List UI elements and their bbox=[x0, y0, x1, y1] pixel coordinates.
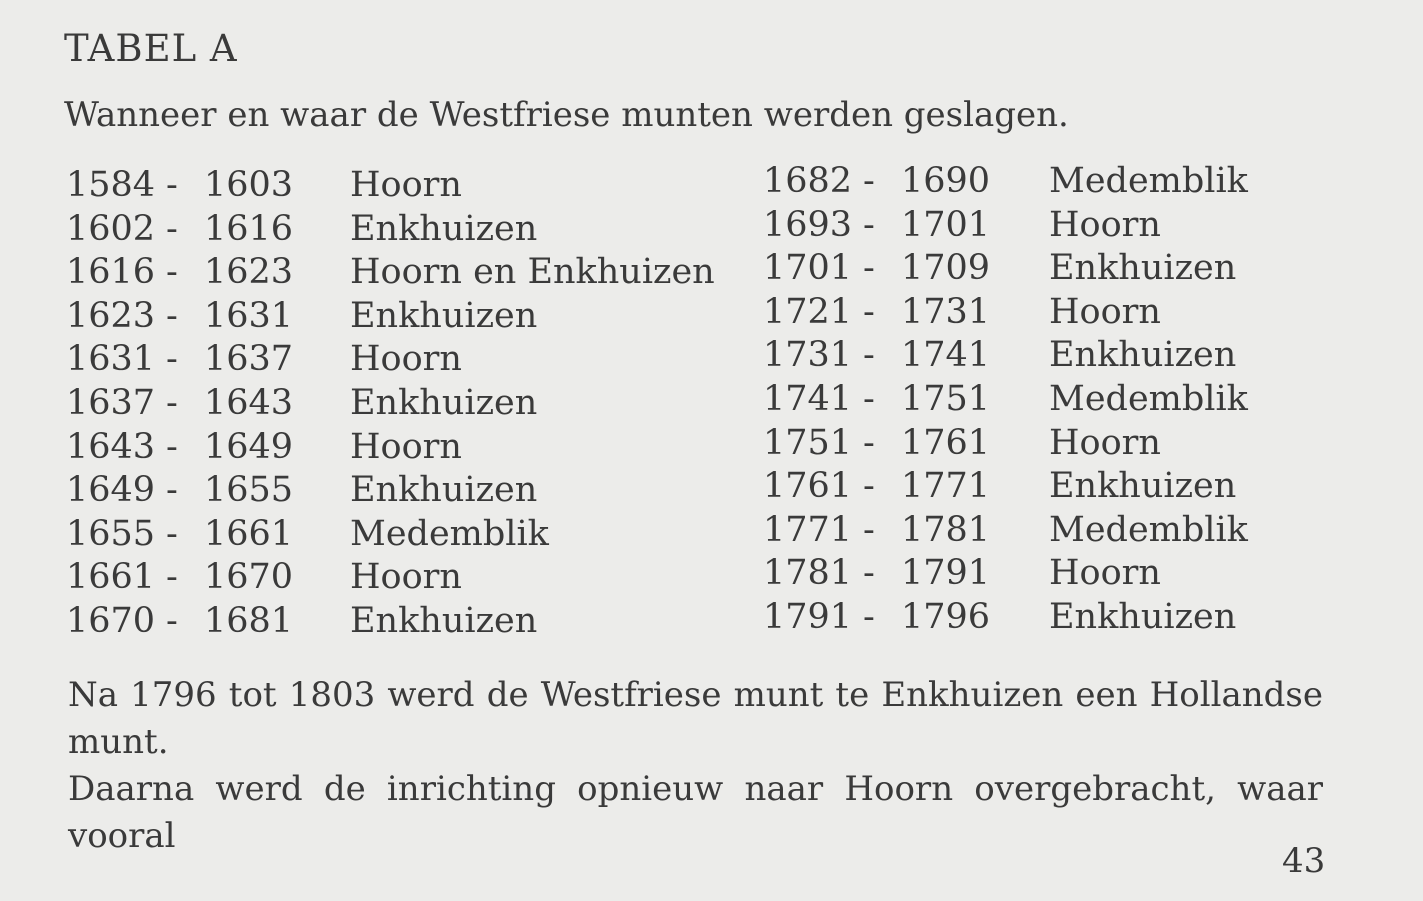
mint-place: Hoorn bbox=[1049, 291, 1161, 332]
year-separator: - bbox=[863, 204, 875, 245]
page-number: 43 bbox=[1282, 841, 1326, 881]
year-separator: - bbox=[166, 252, 178, 293]
end-year: 1616 bbox=[204, 208, 294, 249]
start-year: 1655 bbox=[66, 513, 156, 554]
start-year: 1661 bbox=[66, 557, 156, 598]
start-year: 1602 bbox=[66, 208, 156, 249]
end-year: 1701 bbox=[901, 204, 991, 245]
start-year: 1791 bbox=[763, 596, 853, 637]
table-caption: Wanneer en waar de Westfriese munten werden geslagen. bbox=[64, 95, 1069, 135]
year-separator: - bbox=[863, 509, 875, 550]
paragraph-1-line-2: munt. bbox=[68, 722, 169, 762]
start-year: 1649 bbox=[66, 470, 156, 511]
mint-place: Hoorn bbox=[350, 426, 462, 467]
start-year: 1643 bbox=[66, 426, 156, 467]
end-year: 1623 bbox=[204, 252, 294, 293]
end-year: 1690 bbox=[901, 161, 991, 201]
mint-place: Hoorn bbox=[350, 339, 462, 380]
end-year: 1655 bbox=[204, 470, 294, 511]
mint-place: Enkhuizen bbox=[1049, 335, 1237, 376]
mint-place: Enkhuizen bbox=[350, 382, 538, 423]
end-year: 1761 bbox=[901, 422, 991, 463]
end-year: 1631 bbox=[204, 295, 294, 336]
mint-place: Medemblik bbox=[350, 513, 549, 554]
mint-place: Hoorn bbox=[1049, 204, 1161, 245]
end-year: 1771 bbox=[901, 466, 991, 507]
end-year: 1670 bbox=[204, 557, 294, 598]
mint-place: Hoorn en Enkhuizen bbox=[350, 252, 715, 293]
end-year: 1649 bbox=[204, 426, 294, 467]
mint-place: Hoorn bbox=[1049, 422, 1161, 463]
start-year: 1781 bbox=[763, 553, 853, 594]
year-separator: - bbox=[863, 291, 875, 332]
year-separator: - bbox=[166, 600, 178, 641]
start-year: 1751 bbox=[763, 422, 853, 463]
start-year: 1693 bbox=[763, 204, 853, 245]
end-year: 1791 bbox=[901, 553, 991, 594]
year-separator: - bbox=[166, 208, 178, 249]
mint-place: Medemblik bbox=[1049, 509, 1248, 550]
start-year: 1631 bbox=[66, 339, 156, 380]
end-year: 1709 bbox=[901, 248, 991, 289]
start-year: 1701 bbox=[763, 248, 853, 289]
mint-place: Hoorn bbox=[350, 165, 462, 205]
mint-place: Medemblik bbox=[1049, 378, 1248, 419]
year-separator: - bbox=[166, 513, 178, 554]
end-year: 1643 bbox=[204, 382, 294, 423]
table-heading: TABEL A bbox=[64, 27, 238, 70]
year-separator: - bbox=[166, 339, 178, 380]
mint-place: Enkhuizen bbox=[1049, 466, 1237, 507]
end-year: 1681 bbox=[204, 600, 294, 641]
year-separator: - bbox=[166, 165, 178, 205]
end-year: 1661 bbox=[204, 513, 294, 554]
year-separator: - bbox=[863, 378, 875, 419]
year-separator: - bbox=[166, 382, 178, 423]
year-separator: - bbox=[863, 161, 875, 201]
start-year: 1623 bbox=[66, 295, 156, 336]
mint-place: Enkhuizen bbox=[1049, 248, 1237, 289]
end-year: 1796 bbox=[901, 596, 991, 637]
year-separator: - bbox=[863, 248, 875, 289]
year-separator: - bbox=[863, 335, 875, 376]
paragraph-2: Daarna werd de inrichting opnieuw naar Hoorn overgebracht, waar vooral bbox=[68, 769, 1323, 856]
start-year: 1721 bbox=[763, 291, 853, 332]
year-separator: - bbox=[166, 557, 178, 598]
year-separator: - bbox=[166, 295, 178, 336]
body-text bbox=[68, 672, 1323, 856]
start-year: 1761 bbox=[763, 466, 853, 507]
end-year: 1741 bbox=[901, 335, 991, 376]
end-year: 1731 bbox=[901, 291, 991, 332]
end-year: 1637 bbox=[204, 339, 294, 380]
start-year: 1741 bbox=[763, 378, 853, 419]
mint-place: Hoorn bbox=[1049, 553, 1161, 594]
start-year: 1682 bbox=[763, 161, 853, 201]
end-year: 1751 bbox=[901, 378, 991, 419]
start-year: 1670 bbox=[66, 600, 156, 641]
year-separator: - bbox=[166, 470, 178, 511]
year-separator: - bbox=[863, 422, 875, 463]
start-year: 1731 bbox=[763, 335, 853, 376]
start-year: 1771 bbox=[763, 509, 853, 550]
start-year: 1637 bbox=[66, 382, 156, 423]
start-year: 1616 bbox=[66, 252, 156, 293]
paragraph-1-line-1: Na 1796 tot 1803 werd de Westfriese munt te Enkhuizen een Hollandse bbox=[68, 675, 1323, 715]
mint-place: Enkhuizen bbox=[350, 208, 538, 249]
year-separator: - bbox=[863, 466, 875, 507]
start-year: 1584 bbox=[66, 165, 156, 205]
end-year: 1603 bbox=[204, 165, 294, 205]
year-separator: - bbox=[166, 426, 178, 467]
mint-place: Medemblik bbox=[1049, 161, 1248, 201]
mint-place: Hoorn bbox=[350, 557, 462, 598]
year-separator: - bbox=[863, 553, 875, 594]
year-separator: - bbox=[863, 596, 875, 637]
mint-place: Enkhuizen bbox=[350, 470, 538, 511]
mint-place: Enkhuizen bbox=[350, 295, 538, 336]
mint-place: Enkhuizen bbox=[1049, 596, 1237, 637]
end-year: 1781 bbox=[901, 509, 991, 550]
mint-place: Enkhuizen bbox=[350, 600, 538, 641]
